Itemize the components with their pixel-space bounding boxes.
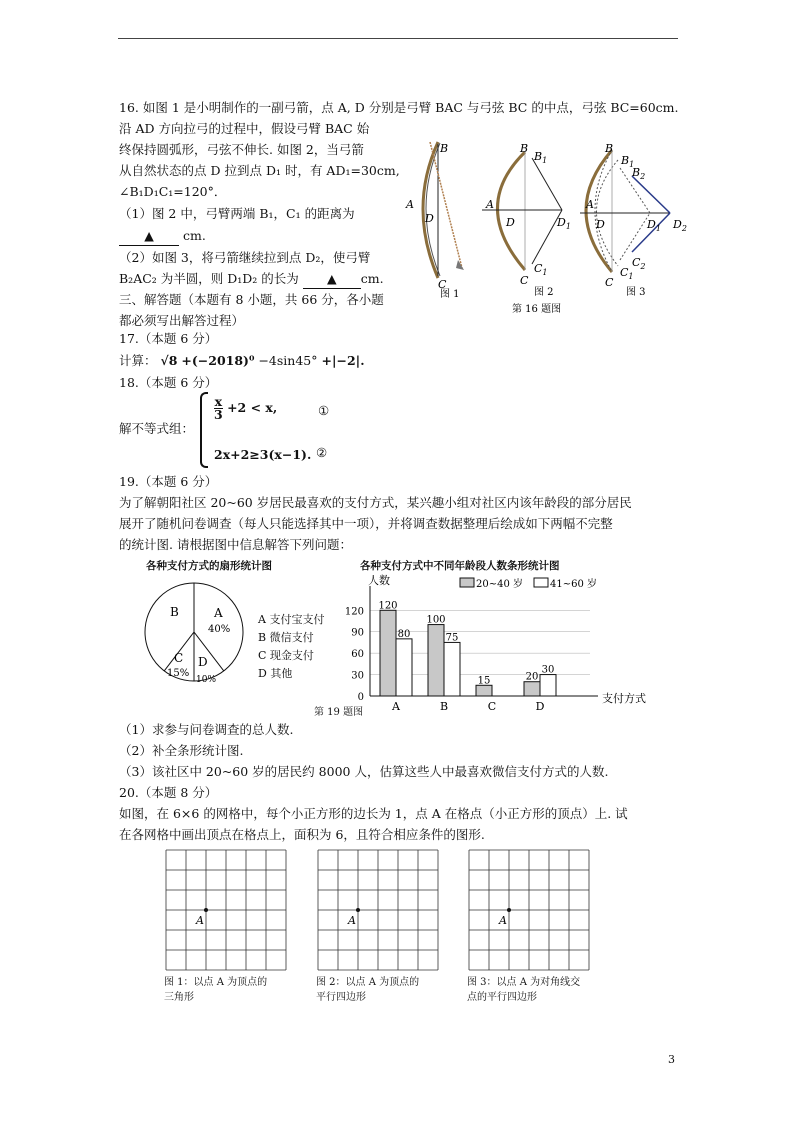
grid-3 bbox=[468, 849, 590, 971]
caption-line: 图 1：以点 A 为顶点的 bbox=[164, 977, 268, 988]
point-A-label: A bbox=[499, 914, 507, 927]
label-B: B bbox=[605, 142, 614, 155]
data-label: 75 bbox=[445, 632, 459, 644]
q17-sin: −4sin45° bbox=[258, 353, 318, 368]
label-D1: $D_1$ bbox=[647, 218, 661, 233]
label-A: A bbox=[406, 198, 414, 211]
q18-ineq2: 2x+2≥3(x−1). bbox=[214, 447, 312, 462]
y-tick-label: 120 bbox=[344, 606, 364, 618]
triangle-marker: ▲ bbox=[326, 271, 337, 286]
label-C1: $C_1$ bbox=[620, 266, 634, 281]
section3-line1 bbox=[119, 291, 384, 309]
x-tick-label: A bbox=[392, 700, 400, 713]
triangle-marker: ▲ bbox=[144, 228, 154, 243]
string-d1-bottom bbox=[620, 213, 650, 260]
header-rule bbox=[118, 38, 678, 39]
q16-figure2 bbox=[482, 142, 571, 298]
point-A bbox=[356, 908, 360, 912]
q16-figures bbox=[400, 138, 700, 318]
pie-legend bbox=[258, 611, 324, 683]
q16-part2-text: B₂AC₂ 为半圆，则 D₁D₂ 的长为 bbox=[119, 271, 299, 286]
pie-title: 各种支付方式的扇形统计图 bbox=[146, 560, 272, 572]
q16-line5: ∠B₁D₁C₁=120°． bbox=[119, 184, 227, 199]
label-C1: $C_1$ bbox=[534, 262, 548, 277]
q16-fig-caption: 第 16 题图 bbox=[512, 304, 562, 315]
label-D1: $D_1$ bbox=[557, 216, 571, 231]
q17-label: 计算： bbox=[119, 353, 157, 368]
bar-chart bbox=[340, 572, 646, 713]
q17-abs: +|−2|. bbox=[321, 353, 365, 368]
q19-part3: （3）该社区中 20~60 岁的居民约 8000 人，估算这些人中最喜欢微信支付方式的人数. bbox=[119, 764, 609, 779]
x-axis-label: 支付方式 bbox=[602, 692, 646, 705]
label-A: A bbox=[486, 198, 494, 211]
x-tick-label: B bbox=[439, 700, 449, 713]
label-C: C bbox=[438, 278, 447, 291]
grid3-caption bbox=[467, 975, 580, 1005]
arrow bbox=[430, 142, 462, 268]
q16-part1-text: （1）图 2 中，弓臂两端 B₁，C₁ 的距离为 bbox=[119, 206, 355, 221]
q16-line3: 终保持圆弧形，弓弦不伸长. 如图 2，当弓箭 bbox=[119, 142, 364, 157]
y-tick-label: 60 bbox=[351, 649, 364, 661]
system-brace bbox=[200, 392, 208, 468]
q18-label: 解不等式组： bbox=[119, 421, 195, 436]
legend-swatch-41-60 bbox=[534, 578, 548, 587]
q19-head: 19.（本题 6 分） bbox=[119, 474, 218, 489]
y-axis-label: 人数 bbox=[368, 574, 390, 587]
ineq1-rest: +2 < x, bbox=[227, 400, 278, 415]
pie-label-D: D bbox=[198, 655, 208, 669]
legend-label-20-40: 20~40 岁 bbox=[476, 579, 524, 590]
caption-line: 点的平行四边形 bbox=[467, 992, 537, 1003]
q19-line1: 为了解朝阳社区 20~60 岁居民最喜欢的支付方式，某兴趣小组对社区内该年龄段的部分居民 bbox=[119, 495, 632, 510]
mark-2: ② bbox=[316, 445, 328, 460]
q16-figure3 bbox=[580, 142, 687, 298]
point-A-label: A bbox=[348, 914, 356, 927]
q16-line2: 沿 AD 方向拉弓的过程中，假设弓臂 BAC 始 bbox=[119, 121, 370, 136]
legend-item: C 现金支付 bbox=[258, 649, 314, 662]
label-B1: $B_1$ bbox=[621, 154, 635, 169]
y-tick-label: 90 bbox=[351, 627, 364, 639]
label-D: D bbox=[506, 216, 515, 229]
legend-item: A 支付宝支付 bbox=[258, 613, 325, 626]
x-tick-label: C bbox=[487, 700, 497, 713]
y-tick-label: 30 bbox=[351, 670, 364, 682]
bar-title: 各种支付方式中不同年龄段人数条形统计图 bbox=[360, 560, 560, 572]
q19-part1: （1）求参与问卷调查的总人数. bbox=[119, 722, 294, 737]
label-B1: $B_1$ bbox=[534, 150, 548, 165]
string-d2-top bbox=[632, 176, 670, 213]
grid1-caption bbox=[164, 975, 267, 1005]
q17-sqrt8: √8 bbox=[160, 353, 178, 368]
bar-B-20-40 bbox=[428, 625, 444, 696]
q20-head: 20.（本题 8 分） bbox=[119, 785, 218, 800]
data-label: 30 bbox=[541, 664, 555, 676]
q19-fig-caption: 第 19 题图 bbox=[314, 707, 364, 718]
q16-line4: 从自然状态的点 D 拉到点 D₁ 时，有 AD₁=30cm, bbox=[119, 163, 400, 178]
bar-C-20-40 bbox=[476, 685, 492, 696]
unit: cm. bbox=[182, 228, 206, 243]
legend-swatch-20-40 bbox=[460, 578, 474, 587]
fig2-label: 图 2 bbox=[534, 287, 554, 298]
unit: cm. bbox=[360, 271, 384, 286]
legend-item: D 其他 bbox=[258, 667, 293, 680]
data-label: 15 bbox=[477, 675, 491, 687]
denominator: 3 bbox=[214, 407, 223, 422]
label-C: C bbox=[605, 276, 614, 289]
grid-1 bbox=[165, 849, 287, 971]
x-tick-label: D bbox=[535, 700, 545, 713]
point-A bbox=[507, 908, 511, 912]
q18-ineq1 bbox=[214, 396, 277, 421]
label-D2: $D_2$ bbox=[673, 218, 687, 233]
q16-part2-line2 bbox=[119, 270, 384, 289]
bar-D-20-40 bbox=[524, 682, 540, 696]
fig1-label: 图 1 bbox=[440, 289, 460, 300]
label-B: B bbox=[440, 142, 449, 155]
q16-part2-line1: （2）如图 3，将弓箭继续拉到点 D₂，使弓臂 bbox=[119, 250, 371, 265]
label-B: B bbox=[520, 142, 529, 155]
caption-line: 图 2：以点 A 为顶点的 bbox=[316, 977, 420, 988]
grid2-caption bbox=[316, 975, 419, 1005]
q20-line2: 在各网格中画出顶点在格点上，面积为 6，且符合相应条件的图形. bbox=[119, 827, 485, 842]
bar-A-41-60 bbox=[396, 639, 412, 696]
label-C: C bbox=[520, 274, 529, 287]
pie-label-B: B bbox=[170, 605, 179, 619]
data-label: 100 bbox=[426, 614, 446, 626]
caption-line: 三角形 bbox=[164, 992, 194, 1003]
section3-title: 三、解答题（本题有 8 小题，共 66 分，各小题 bbox=[119, 292, 384, 307]
q17-power: +(−2018)⁰ bbox=[181, 353, 255, 368]
data-label: 20 bbox=[525, 671, 539, 683]
grid-2 bbox=[317, 849, 439, 971]
section3-line2: 都必须写出解答过程） bbox=[119, 313, 245, 328]
page-number: 3 bbox=[668, 1053, 675, 1066]
data-label: 80 bbox=[397, 628, 411, 640]
y-tick-label: 0 bbox=[357, 692, 364, 703]
fig3-label: 图 3 bbox=[626, 287, 646, 298]
q17-head: 17.（本题 6 分） bbox=[119, 331, 218, 346]
numerator: x bbox=[214, 394, 223, 409]
fraction bbox=[214, 396, 223, 421]
q19-part2: （2）补全条形统计图. bbox=[119, 743, 244, 758]
q18-head: 18.（本题 6 分） bbox=[119, 375, 218, 390]
bar-A-20-40 bbox=[380, 610, 396, 696]
pie-pct-A: 40% bbox=[208, 624, 231, 635]
point-A-label: A bbox=[196, 914, 204, 927]
label-B2: $B_2$ bbox=[632, 166, 646, 181]
legend-label-41-60: 41~60 岁 bbox=[550, 579, 598, 590]
legend-item: B 微信支付 bbox=[258, 631, 314, 644]
pie-pct-D: 10% bbox=[196, 675, 217, 685]
mark-1: ① bbox=[318, 403, 330, 418]
q16-figure1 bbox=[405, 142, 464, 300]
pie-label-A: A bbox=[214, 606, 223, 620]
bar-B-41-60 bbox=[444, 642, 460, 696]
caption-line: 平行四边形 bbox=[316, 992, 366, 1003]
label-A: A bbox=[586, 198, 594, 211]
label-D: D bbox=[425, 212, 434, 225]
pie-label-C: C bbox=[174, 651, 184, 665]
q16-line1: 16. 如图 1 是小明制作的一副弓箭，点 A, D 分别是弓臂 BAC 与弓弦 BC 的中点，弓弦 BC=60cm. bbox=[119, 100, 679, 115]
answer-blank bbox=[303, 270, 361, 289]
bow-arm bbox=[498, 152, 526, 270]
pie-pct-C: 15% bbox=[167, 668, 190, 679]
caption-line: 图 3：以点 A 为对角线交 bbox=[467, 977, 581, 988]
data-label: 120 bbox=[378, 600, 398, 612]
bar-D-41-60 bbox=[540, 675, 556, 696]
bow-arm bbox=[586, 150, 612, 272]
answer-blank bbox=[119, 227, 179, 246]
q19-line2: 展开了随机问卷调查（每人只能选择其中一项），并将调查数据整理后绘成如下两幅不完整 bbox=[119, 516, 613, 531]
label-D: D bbox=[596, 218, 605, 231]
q19-line3: 的统计图. 请根据图中信息解答下列问题： bbox=[119, 537, 352, 552]
q20-line1: 如图，在 6×6 的网格中，每个小正方形的边长为 1，点 A 在格点（小正方形的顶点）上. 试 bbox=[119, 806, 628, 821]
string-top bbox=[532, 158, 562, 210]
q16-part1 bbox=[119, 205, 355, 223]
label-C2: $C_2$ bbox=[632, 256, 646, 271]
q16-part1-blank bbox=[119, 227, 206, 246]
q17-expression bbox=[119, 352, 365, 370]
point-A bbox=[204, 908, 208, 912]
